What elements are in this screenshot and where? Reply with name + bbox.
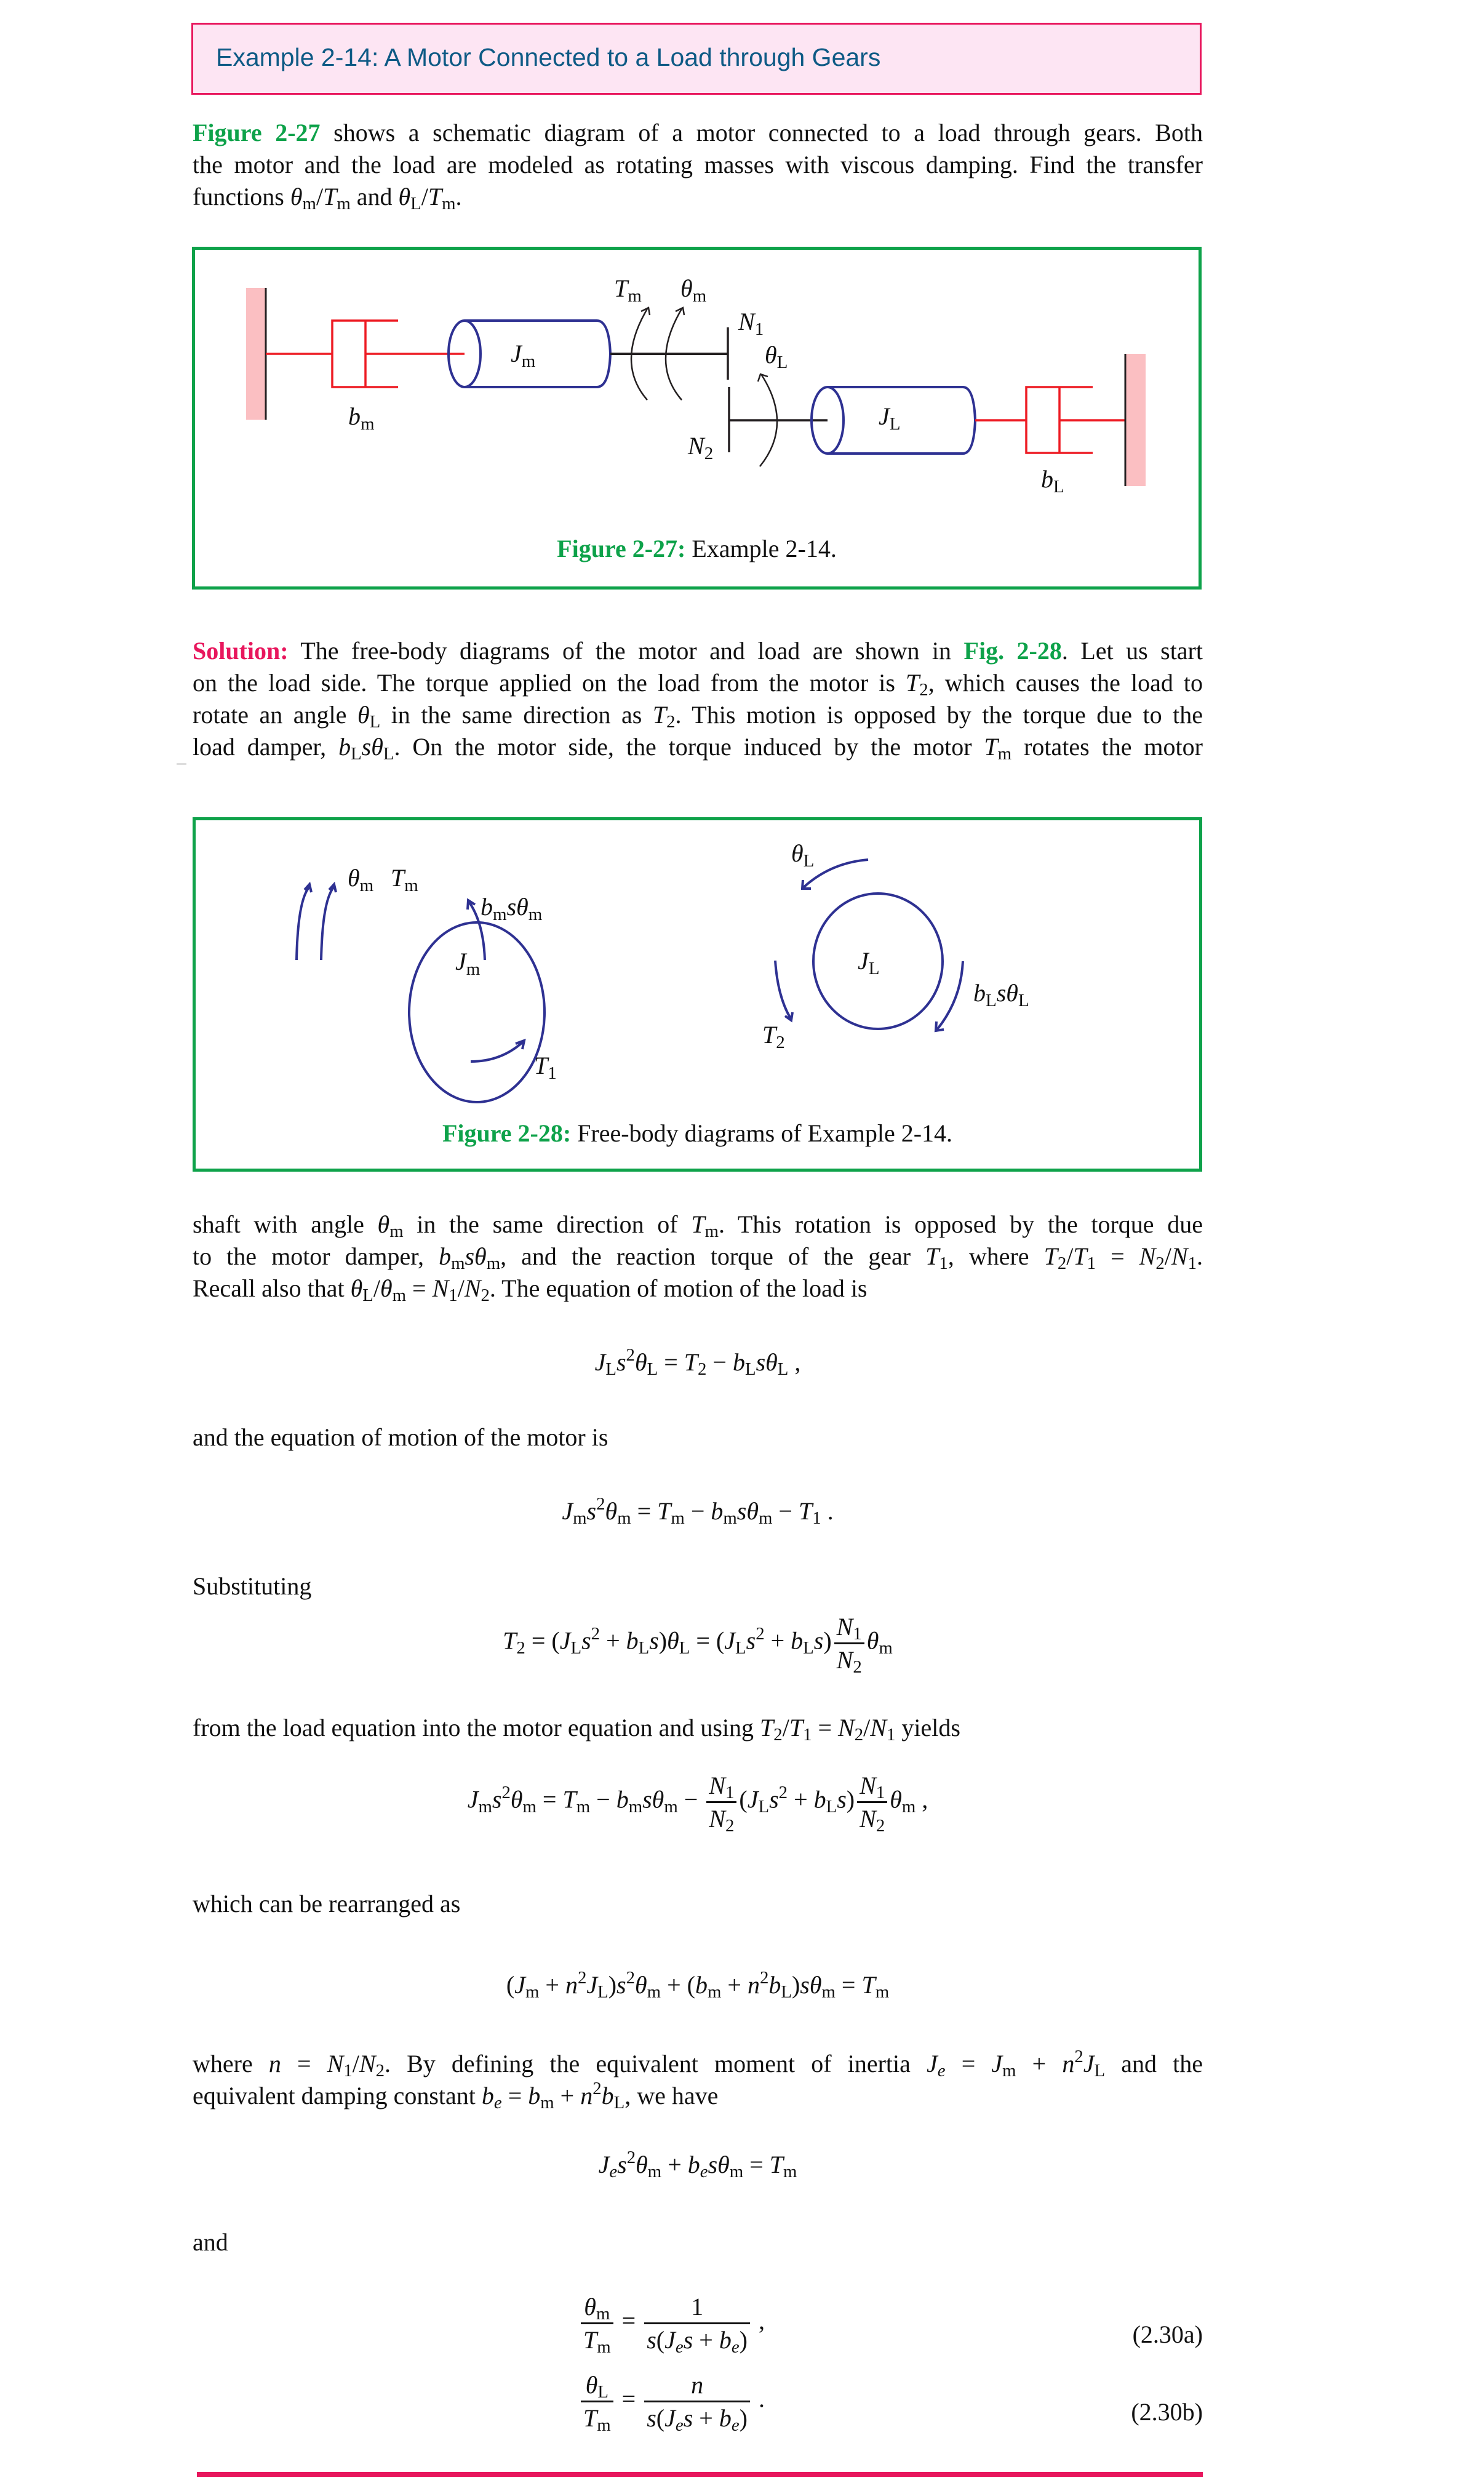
right-wall xyxy=(1126,354,1146,486)
intro-line-2: the motor and the load are modeled as rotating masses with viscous damping. Find the transfer xyxy=(193,151,1203,178)
solution-line-1: Solution: The free-body diagrams of the motor and load are shown in Fig. 2-28. Let us start xyxy=(193,637,1203,665)
figure-2-28-caption: Figure 2-28: Free-body diagrams of Example 2-14. xyxy=(442,1119,953,1147)
fbd-t2-arrow xyxy=(775,961,791,1018)
equation-rearranged: $(J_m + n^2J_L)s^2\theta_m + (b_m + n^2b_L)s\theta_m = T_m$ xyxy=(506,1968,890,2002)
equation-2-30a: $\frac{\theta_m}{T_m}$ = $\frac{1}{s(J_es + b_e)}$ , xyxy=(578,2292,765,2354)
motor-damper xyxy=(266,321,465,387)
section-end-rule xyxy=(197,2472,1203,2477)
body-text-and: and xyxy=(193,2228,228,2256)
fbd-label-t1: $T_1$ xyxy=(534,1052,557,1083)
body-line-1: shaft with angle $\theta_m$ in the same direction of $T_m$. This rotation is opposed by the torque due xyxy=(193,1210,1203,1242)
motor-mass-circle xyxy=(409,922,545,1102)
fbd-theta-m-arrow xyxy=(297,886,310,960)
fbd-label-theta-l: $\theta_L$ xyxy=(791,839,815,871)
fbd-label-jl: $J_L$ xyxy=(858,947,880,978)
body-text-from-load: from the load equation into the motor equation and using $T_2/T_1 = N_2/N_1$ yields xyxy=(193,1714,960,1745)
intro-line-1: Figure 2-27 shows a schematic diagram of a motor connected to a load through gears. Both xyxy=(193,119,1203,146)
label-tm: $T_m$ xyxy=(614,274,642,306)
fbd-label-tm: $T_m$ xyxy=(391,864,418,895)
intro-line-3: functions $\theta_m/T_m$ and $\theta_L/T_m$. xyxy=(193,183,462,214)
fbd-label-t2: $T_2$ xyxy=(762,1021,785,1052)
label-n1: $N_1$ xyxy=(738,308,764,339)
equation-t2-substitution: $T_2 = (J_Ls^2 + b_Ls)\theta_L = (J_Ls^2 + b_Ls)$ $\frac{N_1}{N_2}$ $\theta_m$ xyxy=(503,1613,893,1677)
figure-2-27-diagram xyxy=(0,0,1484,615)
label-n2: $N_2$ xyxy=(688,432,714,463)
fbd-label-theta-m: $\theta_m$ xyxy=(348,864,374,895)
label-bm: $b_m$ xyxy=(348,402,375,434)
example-title: Example 2-14: A Motor Connected to a Load through Gears xyxy=(216,43,881,71)
fbd-label-bl-s-theta-l: $b_Ls\theta_L$ xyxy=(973,979,1029,1010)
equation-motor-motion: $J_ms^2\theta_m = T_m - b_ms\theta_m - T_1$ . xyxy=(562,1494,834,1529)
load-damper xyxy=(975,387,1125,453)
solution-line-2: on the load side. The torque applied on the load from the motor is $T_2$, which causes the load to xyxy=(193,669,1203,700)
body-paragraph-1 xyxy=(193,1209,1203,1305)
label-theta-l: $\theta_L$ xyxy=(765,341,788,372)
equation-number-2-30b: (2.30b) xyxy=(1131,2398,1203,2426)
solution-line-3: rotate an angle $\theta_L$ in the same direction as $T_2$. This motion is opposed by the torque due to the xyxy=(193,701,1203,732)
fbd-tm-arrow xyxy=(321,886,335,960)
figure-2-27-caption: Figure 2-27: Example 2-14. xyxy=(557,535,837,562)
fbd-t1-arrow xyxy=(471,1042,523,1062)
figure-2-28-link[interactable]: Fig. 2-28 xyxy=(963,637,1062,665)
body-line-3: Recall also that $\theta_L/\theta_m = N_1/N_2$. The equation of motion of the load is xyxy=(193,1274,868,1306)
body-line-2: to the motor damper, $b_ms\theta_m$, and the reaction torque of the gear $T_1$, where $T_2/T_1 = N_2/N_1$. xyxy=(193,1242,1203,1274)
solution-line-4: load damper, $b_Ls\theta_L$. On the motor side, the torque induced by the motor $T_m$ rotates the motor xyxy=(193,733,1203,764)
label-theta-m: $\theta_m$ xyxy=(680,274,707,306)
body-text-rearranged: which can be rearranged as xyxy=(193,1890,461,1917)
fbd-label-jm: $J_m$ xyxy=(455,948,481,979)
body-text-motor-intro: and the equation of motion of the motor is xyxy=(193,1423,608,1451)
equation-number-2-30a: (2.30a) xyxy=(1132,2321,1203,2348)
margin-mark xyxy=(177,763,186,765)
label-jl: $J_L$ xyxy=(879,402,901,434)
solution-paragraph xyxy=(193,635,1203,763)
figure-2-27-link[interactable]: Figure 2-27 xyxy=(193,119,321,146)
label-jm: $J_m$ xyxy=(511,340,536,371)
solution-label: Solution: xyxy=(193,637,289,665)
body-text-substituting: Substituting xyxy=(193,1572,312,1600)
fbd-label-bm-s-theta-m: $b_ms\theta_m$ xyxy=(481,893,543,924)
equation-2-30b: $\frac{\theta_L}{T_m}$ = $\frac{n}{s(J_es + b_e)}$ . xyxy=(578,2370,765,2433)
body-paragraph-equivalent: where $n = N_1/N_2$. By defining the equivalent moment of inertia $J_e = J_m + n^2J_L$ and the equivalent damping constant $b_e = b_m + n^2b_L$, we have xyxy=(193,2047,1203,2113)
equation-equivalent: $J_es^2\theta_m + b_es\theta_m = T_m$ xyxy=(598,2148,797,2182)
equation-combined-motor: $J_ms^2\theta_m = T_m - b_ms\theta_m$ − $\frac{N_1}{N_2}$ $(J_Ls^2 + b_Ls)$ $\frac{N_1}{N_2}$ $\theta_m$ , xyxy=(467,1772,928,1836)
label-bl: $b_L$ xyxy=(1041,465,1064,497)
equation-load-motion: $J_Ls^2\theta_L = T_2 - b_Ls\theta_L$ , xyxy=(594,1345,801,1380)
left-wall xyxy=(246,288,266,420)
